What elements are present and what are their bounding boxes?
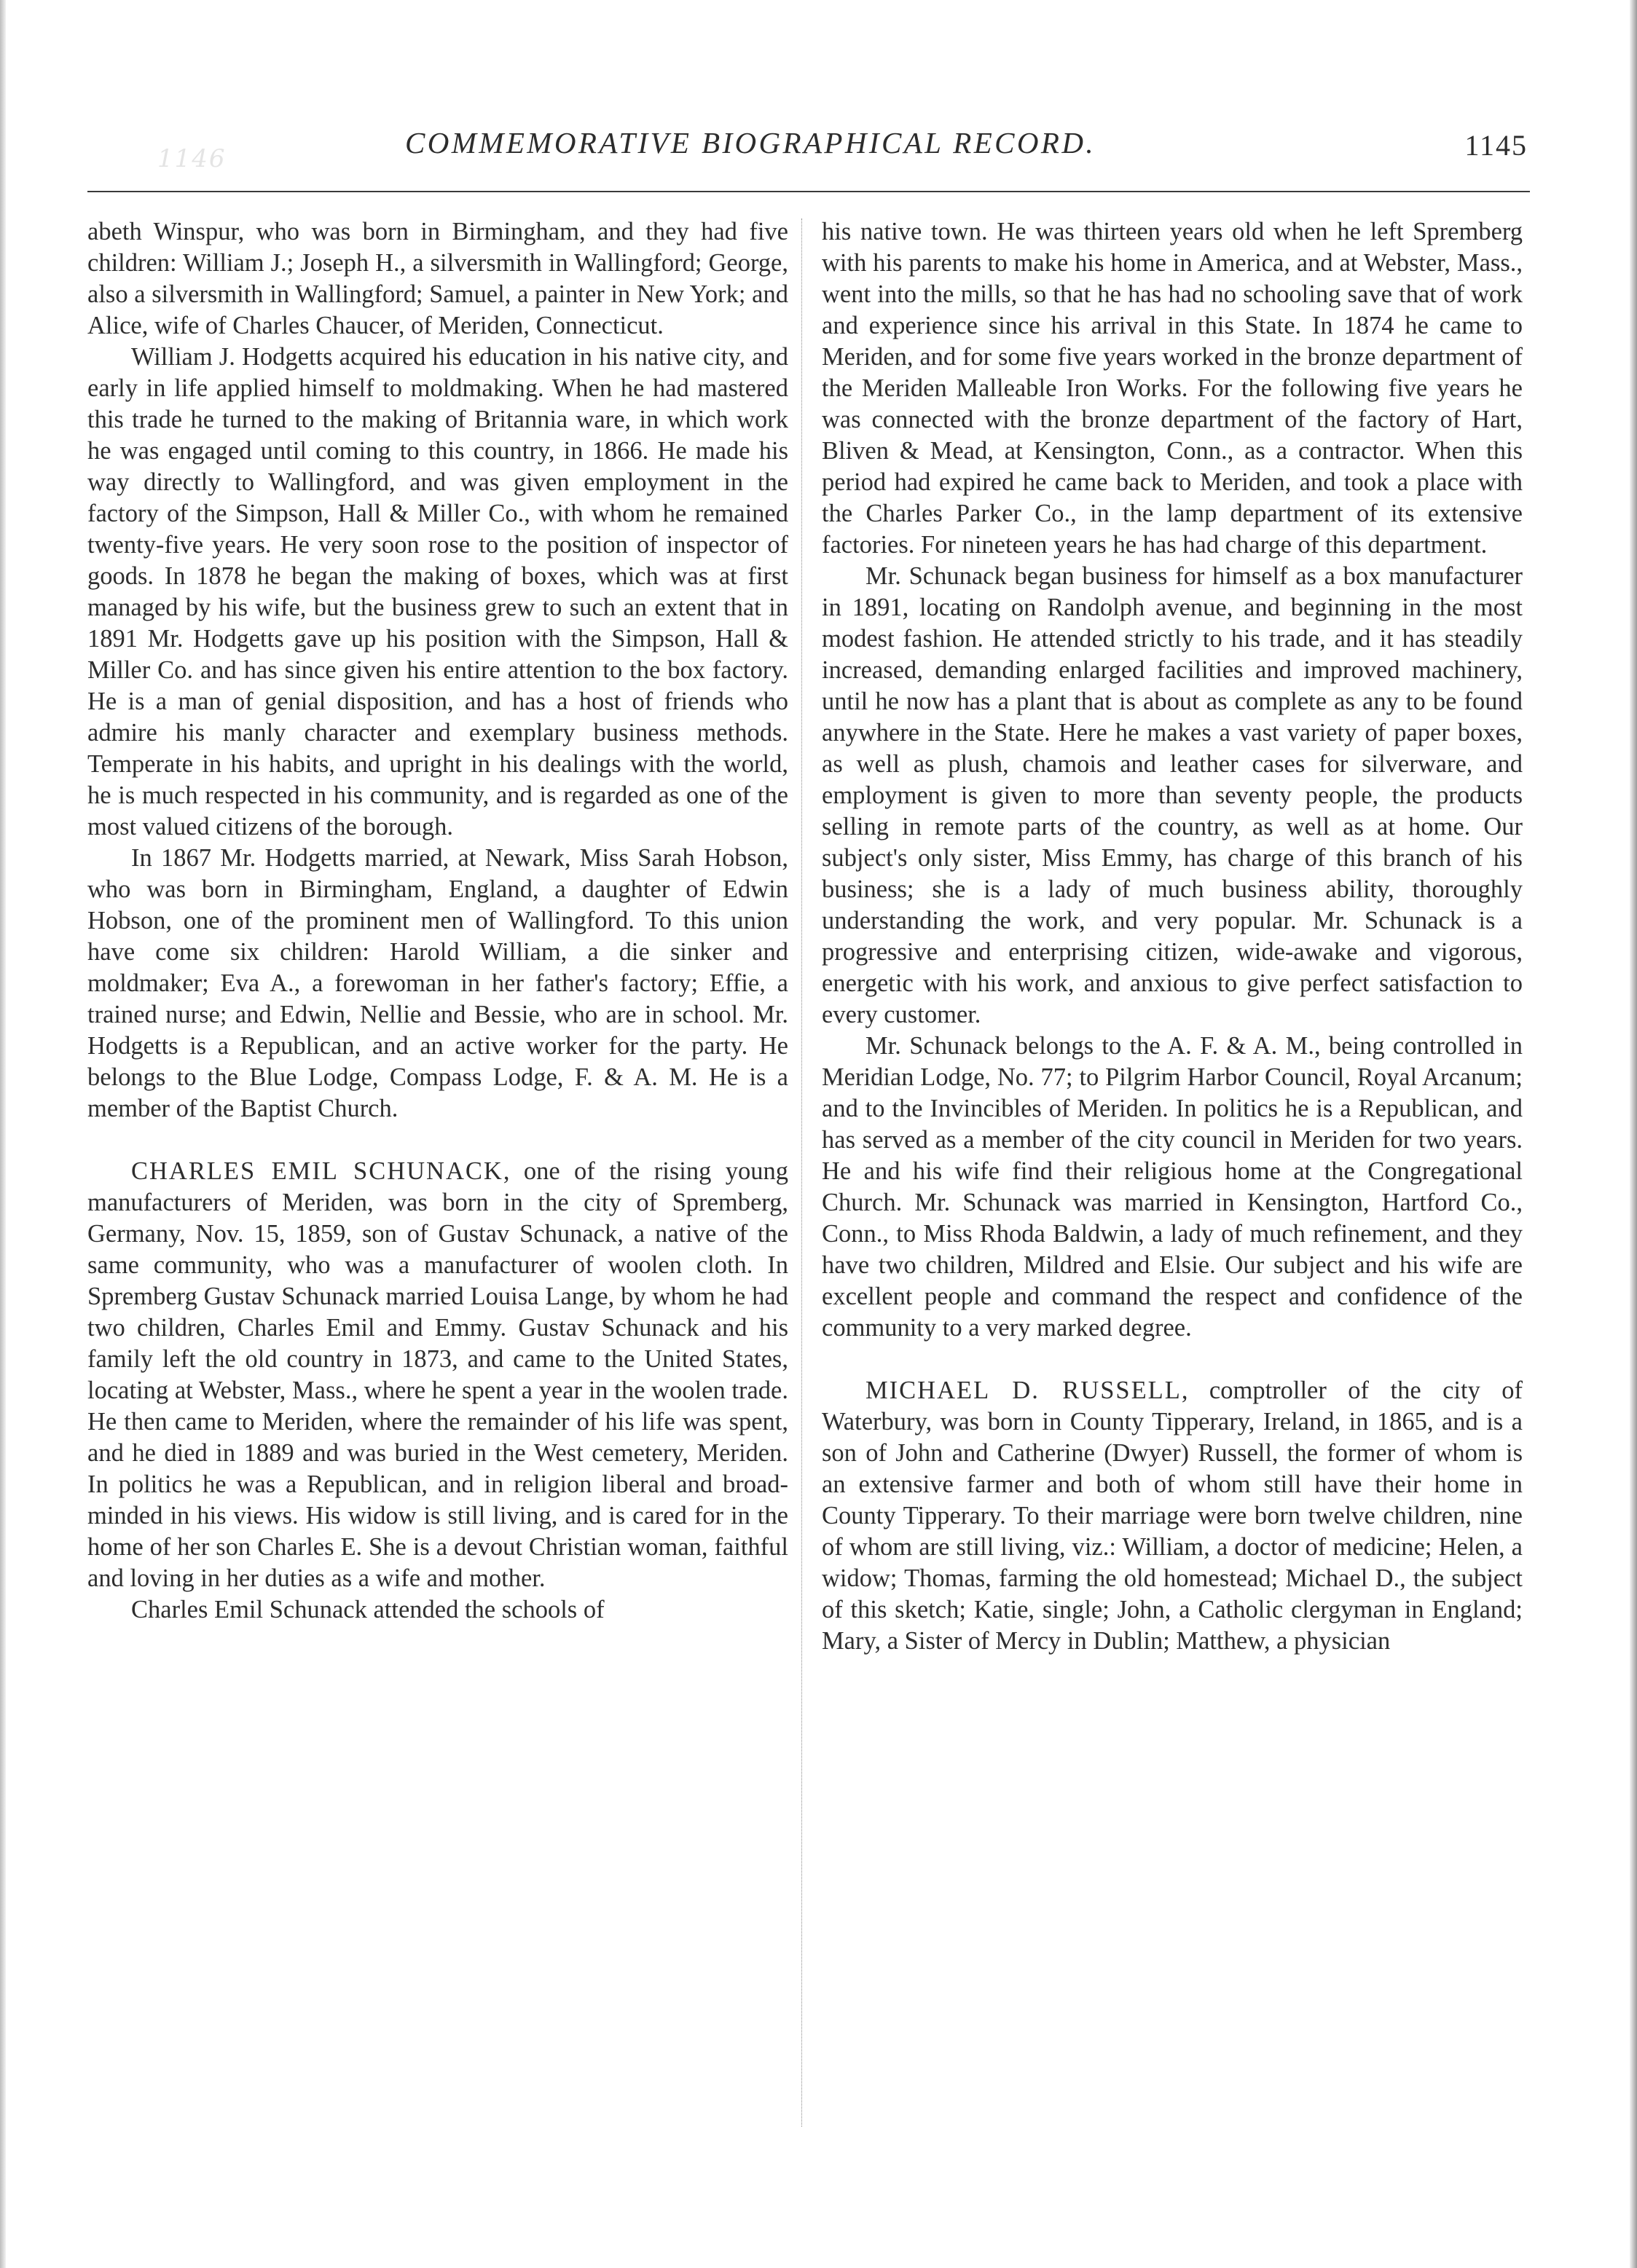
paragraph-schunack-schools: Charles Emil Schunack attended the schools of xyxy=(131,1596,605,1623)
paragraph-hodgetts-career: William J. Hodgetts acquired his education in his native city, and early in life applied himself to moldmaking. When he had mastered this trade he turned to the making of Britannia ware, in which work he was engaged until coming to this country, in 1866. He made his way directly to Wallingford, and was given employment in the factory of the Simpson, Hall & Miller Co., with whom he remained twenty-five years. He very soon rose to the position of inspector of goods. In 1878 he began the making of boxes, which was at first managed by his wife, but the business grew to such an extent that in 1891 Mr. Hodgetts gave up his position with the Simpson, Hall & Miller Co. and has since given his entire attention to the box factory. He is a man of genial disposition, and has a host of friends who admire his manly character and exemplary business methods. Temperate in his habits, and upright in his dealings with the world, he is much respected in his community, and is regarded as one of the most valued citizens of the borough. xyxy=(87,343,788,840)
schunack-intro-text: , one of the rising young manufacturers of Meriden, was born in the city of Spremberg, Germany, Nov. 15, 1859, son of Gustav Schunack, a native of the same community, who was a manufacturer of woolen cloth. In Spremberg Gustav Schunack married Louisa Lange, by whom he had two children, Charles Emil and Emmy. Gustav Schunack and his family left the old country in 1873, and came to the United States, locating at Webster, Mass., where he spent a year in the woolen trade. He then came to Meriden, where the remainder of his life was spent, and he died in 1889 and was buried in the West cemetery, Meriden. In politics he was a Republican, and in religion liberal and broad-minded in his views. His widow is still living, and is cared for in the home of her son Charles E. She is a devout Christian woman, faithful and loving in her duties as a wife and mother. xyxy=(87,1157,788,1592)
paragraph-hodgetts-marriage: In 1867 Mr. Hodgetts married, at Newark, Miss Sarah Hobson, who was born in Birmingham, England, a daughter of Edwin Hobson, one of the prominent men of Wallingford. To this union have come six children: Harold William, a die sinker and moldmaker; Eva A., a forewoman in her father's factory; Effie, a trained nurse; and Edwin, Nellie and Bessie, who are in school. Mr. Hodgetts is a Republican, and an active worker for the party. He belongs to the Blue Lodge, Compass Lodge, F. & A. M. He is a member of the Baptist Church. xyxy=(87,844,788,1122)
header-rule xyxy=(87,191,1530,192)
page-number: 1145 xyxy=(1464,129,1528,162)
subject-name-russell: MICHAEL D. RUSSELL xyxy=(865,1377,1182,1404)
bleed-through-page-number: 1146 xyxy=(157,144,227,173)
column-divider xyxy=(801,218,802,2127)
paragraph-schunack-business: Mr. Schunack began business for himself as a box manufacturer in 1891, locating on Randolph avenue, and beginning in the most modest fashion. He attended strictly to his trade, and it has steadily increased, demanding enlarged facilities and improved machinery, until he now has a plant that is about as complete as any to be found anywhere in the State. Here he makes a vast variety of paper boxes, as well as plush, chamois and leather cases for silverware, and employment is given to more than seventy people, the products selling in remote parts of the country, as well as at home. Our subject's only sister, Miss Emmy, has charge of this branch of his business; she is a lady of much business ability, thoroughly understanding the work, and very popular. Mr. Schunack is a progressive and enterprising citizen, wide-awake and vigorous, energetic with his work, and anxious to give perfect satisfaction to every customer. xyxy=(822,562,1523,1028)
scan-edge-right xyxy=(1630,0,1637,2268)
paragraph-schunack-early-work: his native town. He was thirteen years old when he left Spremberg with his parents to make his home in America, and at Webster, Mass., went into the mills, so that he has had no schooling save that of work and experience since his arrival in this State. In 1874 he came to Meriden, and for some five years worked in the bronze department of the Meriden Malleable Iron Works. For the following five years he was connected with the bronze department of the factory of Hart, Bliven & Mead, at Kensington, Conn., as a contractor. When this period had expired he came back to Meriden, and took a place with the Charles Parker Co., in the lamp department of its extensive factories. For nineteen years he has had charge of this department. xyxy=(822,218,1523,559)
subject-name-schunack: CHARLES EMIL SCHUNACK xyxy=(131,1157,503,1185)
russell-intro-text: , comptroller of the city of Waterbury, was born in County Tipperary, Ireland, in 1865, and is a son of John and Catherine (Dwyer) Russell, the former of whom is an extensive farmer and both of whom still have their home in County Tipperary. To their marriage were born twelve children, nine of whom are still living, viz.: William, a doctor of medicine; Helen, a widow; Thomas, farming the old homestead; Michael D., the subject of this sketch; Katie, single; John, a Catholic clergyman in England; Mary, a Sister of Mercy in Dublin; Matthew, a physician xyxy=(822,1377,1523,1655)
scan-edge-left xyxy=(0,0,6,2268)
paragraph-hodgetts-family: abeth Winspur, who was born in Birmingham, and they had five children: William J.; Joseph H., a silversmith in Wallingford; George, also a silversmith in Wallingford; Samuel, a painter in New York; and Alice, wife of Charles Chaucer, of Meriden, Connecticut. xyxy=(87,218,788,339)
paragraph-russell-intro xyxy=(822,1375,1523,1657)
paragraph-schunack-affiliations: Mr. Schunack belongs to the A. F. & A. M., being controlled in Meridian Lodge, No. 77; to Pilgrim Harbor Council, Royal Arcanum; and to the Invincibles of Meriden. In politics he is a Republican, and has served as a member of the city council in Meriden for two years. He and his wife find their religious home at the Congregational Church. Mr. Schunack was married in Kensington, Hartford Co., Conn., to Miss Rhoda Baldwin, a lady of much refinement, and they have two children, Mildred and Elsie. Our subject and his wife are excellent people and command the respect and confidence of the community to a very marked degree. xyxy=(822,1032,1523,1342)
right-column xyxy=(822,216,1523,1657)
paragraph-schunack-intro xyxy=(87,1156,788,1594)
left-column xyxy=(87,216,788,1626)
running-head-title: COMMEMORATIVE BIOGRAPHICAL RECORD. xyxy=(405,126,1096,160)
